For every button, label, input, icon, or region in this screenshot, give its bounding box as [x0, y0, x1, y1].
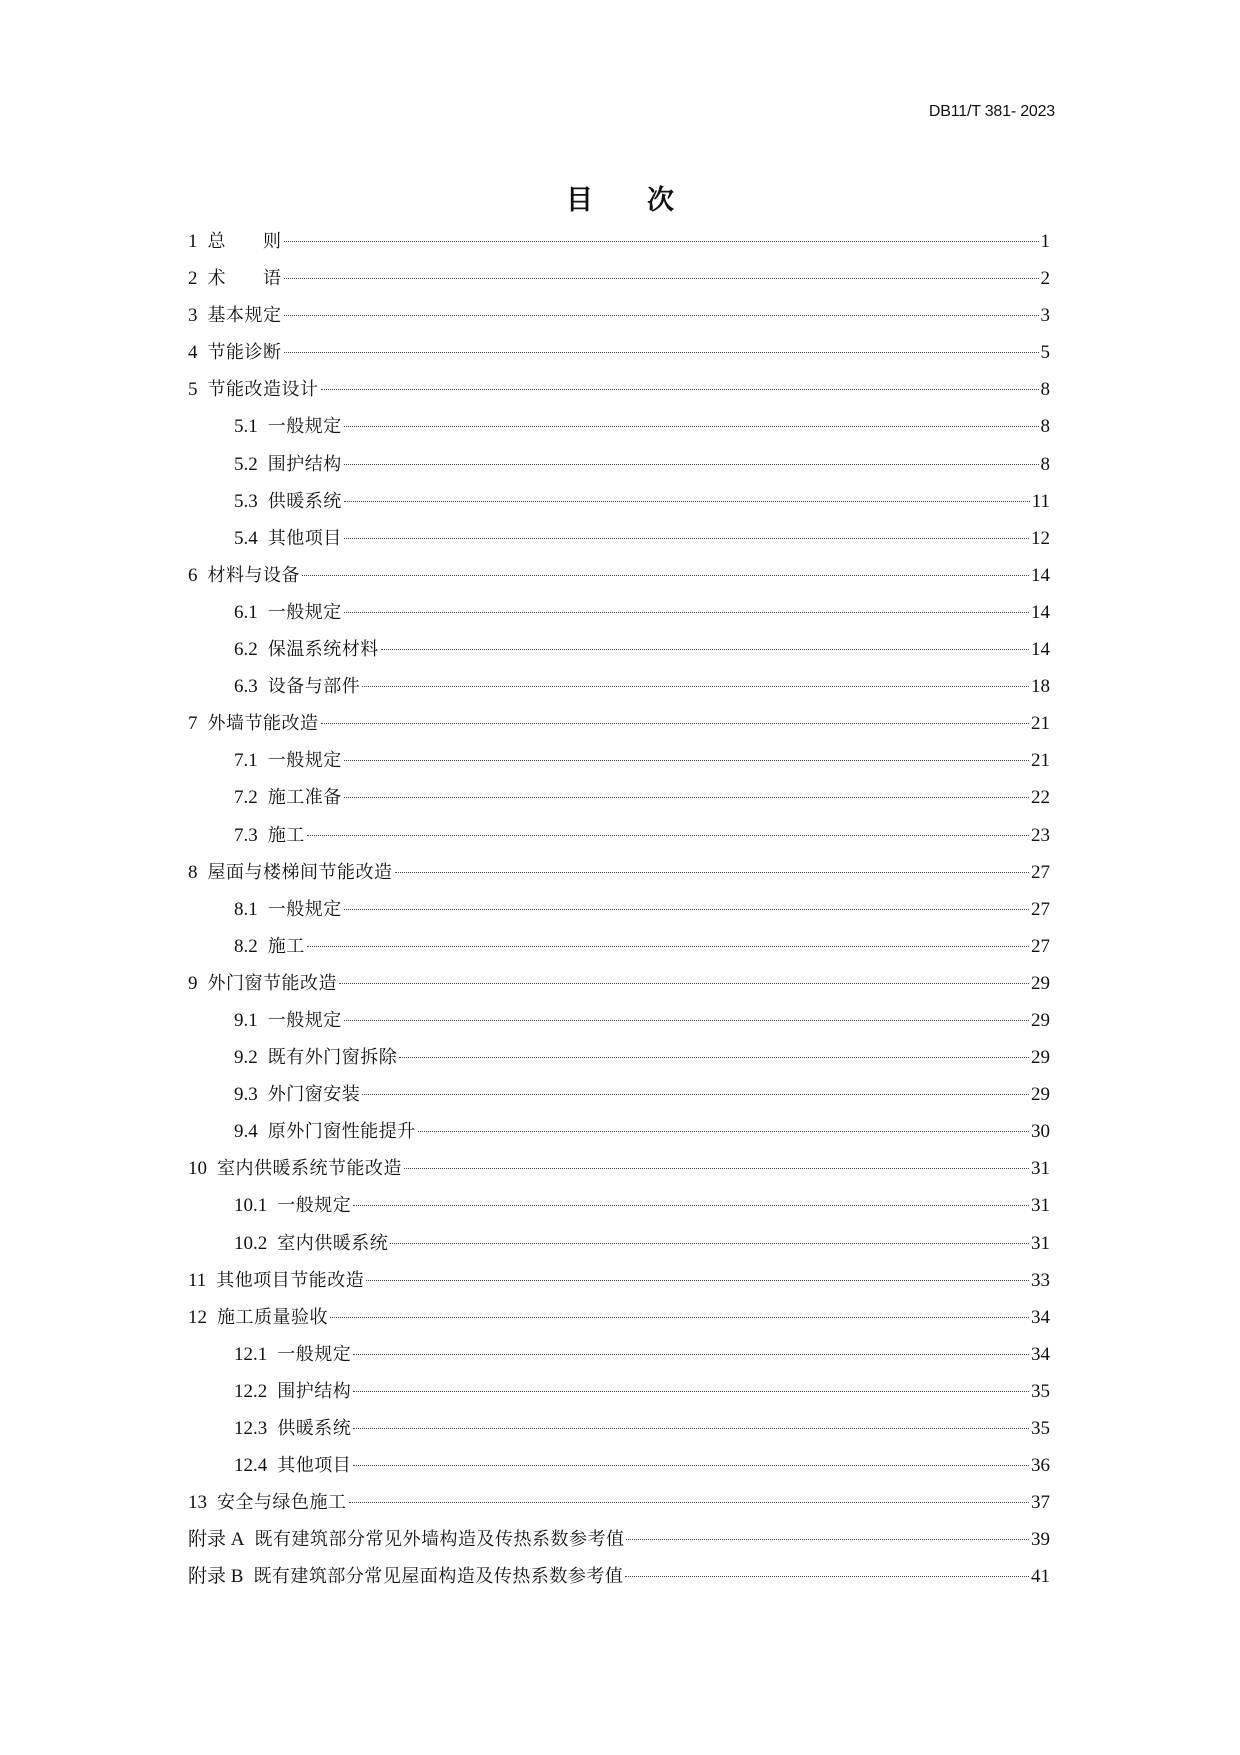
toc-entry-label: 节能诊断 — [207, 342, 282, 364]
toc-entry-label: 节能改造设计 — [207, 379, 319, 401]
toc-dot-leader — [307, 946, 1029, 947]
toc-entry-number: 8.2 — [234, 935, 258, 957]
toc-entry[interactable] — [188, 1007, 1050, 1044]
toc-entry-label: 其他项目 — [267, 527, 342, 549]
toc-entry-number: 10 — [188, 1158, 207, 1180]
toc-entry[interactable] — [188, 1563, 1050, 1600]
toc-entry-number: 7.3 — [234, 824, 258, 846]
toc-entry-page-number: 14 — [1031, 564, 1050, 586]
toc-entry-page-number: 21 — [1031, 713, 1050, 735]
toc-dot-leader — [344, 909, 1029, 910]
toc-entry[interactable] — [188, 747, 1050, 784]
toc-entry-number: 12.1 — [234, 1343, 268, 1365]
toc-dot-leader — [302, 575, 1029, 576]
toc-entry-number: 11 — [188, 1269, 207, 1291]
toc-entry-label: 室内供暖系统节能改造 — [217, 1158, 402, 1180]
toc-dot-leader — [399, 1057, 1029, 1058]
toc-entry-label: 设备与部件 — [267, 676, 361, 698]
toc-entry[interactable] — [188, 1081, 1050, 1118]
toc-entry-number: 8 — [188, 861, 198, 883]
toc-entry-number: 10.2 — [234, 1232, 268, 1254]
toc-entry-page-number: 29 — [1031, 1047, 1050, 1069]
toc-entry-page-number: 35 — [1031, 1380, 1050, 1402]
toc-dot-leader — [349, 1502, 1030, 1503]
toc-entry-label: 材料与设备 — [207, 564, 300, 586]
toc-entry-number: 5.2 — [234, 453, 258, 475]
toc-entry-label: 施工质量验收 — [217, 1306, 328, 1328]
toc-entry[interactable] — [188, 710, 1050, 747]
toc-entry-number: 5.3 — [234, 490, 258, 512]
toc-entry-page-number: 23 — [1031, 824, 1050, 846]
toc-entry[interactable] — [188, 1489, 1050, 1526]
toc-dot-leader — [381, 649, 1029, 650]
toc-entry-number: 9.1 — [234, 1009, 258, 1031]
toc-dot-leader — [390, 1243, 1029, 1244]
toc-entry-page-number: 35 — [1031, 1418, 1050, 1439]
toc-entry-page-number: 37 — [1031, 1492, 1050, 1514]
toc-entry-page-number: 30 — [1031, 1121, 1050, 1143]
toc-entry-label: 室内供暖系统 — [277, 1232, 389, 1254]
toc-entry[interactable] — [188, 859, 1050, 896]
toc-entry[interactable] — [188, 376, 1050, 413]
toc-entry[interactable] — [188, 1044, 1050, 1081]
toc-entry-page-number: 18 — [1031, 676, 1050, 698]
toc-entry[interactable] — [188, 970, 1050, 1007]
toc-entry[interactable] — [188, 265, 1050, 302]
toc-entry[interactable] — [188, 488, 1050, 525]
toc-entry-number: 附录 B — [188, 1566, 244, 1588]
toc-dot-leader — [344, 797, 1029, 798]
toc-entry-label: 一般规定 — [277, 1343, 352, 1365]
toc-dot-leader — [353, 1465, 1029, 1466]
toc-dot-leader — [353, 1354, 1029, 1355]
toc-entry-label: 围护结构 — [267, 453, 342, 475]
toc-entry-label: 外墙节能改造 — [207, 713, 319, 735]
toc-entry-label: 其他项目节能改造 — [216, 1269, 365, 1291]
toc-entry[interactable] — [188, 933, 1050, 970]
toc-entry-label: 安全与绿色施工 — [217, 1492, 347, 1514]
toc-entry-label: 供暖系统 — [277, 1418, 352, 1439]
toc-entry-label: 原外门窗性能提升 — [267, 1121, 416, 1143]
toc-entry-page-number: 33 — [1031, 1269, 1050, 1291]
toc-entry-page-number: 31 — [1031, 1158, 1050, 1180]
toc-entry-label: 一般规定 — [277, 1195, 352, 1217]
toc-entry[interactable] — [188, 562, 1050, 599]
toc-entry-number: 12.3 — [234, 1418, 268, 1439]
toc-entry-label: 其他项目 — [277, 1455, 352, 1477]
toc-entry[interactable] — [188, 636, 1050, 673]
toc-entry[interactable] — [188, 673, 1050, 710]
toc-entry-page-number: 14 — [1031, 601, 1050, 623]
toc-dot-leader — [344, 538, 1029, 539]
toc-entry-page-number: 34 — [1031, 1306, 1050, 1328]
toc-entry[interactable] — [188, 525, 1050, 562]
toc-dot-leader — [321, 723, 1030, 724]
toc-dot-leader — [344, 501, 1030, 502]
toc-entry-label: 屋面与楼梯间节能改造 — [207, 861, 393, 883]
toc-entry[interactable] — [188, 228, 1050, 265]
toc-entry[interactable] — [188, 413, 1050, 450]
toc-entry[interactable] — [188, 822, 1050, 859]
toc-entry-page-number: 3 — [1040, 305, 1050, 327]
toc-entry-number: 6.2 — [234, 639, 258, 661]
toc-dot-leader — [321, 389, 1039, 390]
toc-entry-number: 1 — [188, 231, 198, 252]
toc-entry-number: 8.1 — [234, 898, 258, 920]
toc-entry[interactable] — [188, 1304, 1050, 1341]
toc-entry-number: 5.1 — [234, 416, 258, 438]
toc-dot-leader — [366, 1280, 1029, 1281]
toc-entry-label: 一般规定 — [267, 1009, 342, 1031]
toc-entry-number: 7.1 — [234, 750, 258, 772]
toc-entry-label: 施工 — [267, 824, 305, 846]
toc-entry[interactable] — [188, 302, 1050, 339]
toc-dot-leader — [344, 1020, 1029, 1021]
toc-entry-page-number: 22 — [1031, 787, 1050, 809]
toc-entry-page-number: 36 — [1031, 1455, 1050, 1477]
toc-entry-number: 9 — [188, 972, 198, 994]
toc-dot-leader — [362, 1094, 1029, 1095]
toc-entry-page-number: 12 — [1031, 527, 1050, 549]
toc-entry[interactable] — [188, 1118, 1050, 1155]
toc-entry-label: 既有建筑部分常见屋面构造及传热系数参考值 — [253, 1566, 624, 1588]
toc-entry-label: 总 则 — [207, 231, 282, 252]
toc-entry-page-number: 31 — [1031, 1195, 1050, 1217]
toc-entry-label: 外门窗安装 — [267, 1084, 361, 1106]
toc-entry-number: 7.2 — [234, 787, 258, 809]
toc-entry-page-number: 8 — [1040, 453, 1050, 475]
toc-entry-number: 9.2 — [234, 1047, 258, 1069]
toc-entry-page-number: 34 — [1031, 1343, 1050, 1365]
toc-dot-leader — [344, 612, 1029, 613]
toc-entry-label: 既有建筑部分常见外墙构造及传热系数参考值 — [254, 1529, 625, 1551]
toc-entry-number: 9.3 — [234, 1084, 258, 1106]
document-code: DB11/T 381- 2023 — [928, 103, 1055, 120]
toc-entry-page-number: 39 — [1031, 1529, 1050, 1551]
toc-entry-page-number: 5 — [1040, 342, 1050, 364]
toc-entry-page-number: 29 — [1031, 1009, 1050, 1031]
toc-entry-label: 基本规定 — [207, 305, 282, 327]
toc-dot-leader — [353, 1205, 1029, 1206]
toc-entry-label: 外门窗节能改造 — [207, 972, 337, 994]
toc-entry-number: 6.1 — [234, 601, 258, 623]
toc-dot-leader — [626, 1539, 1029, 1540]
toc-entry-page-number: 2 — [1040, 268, 1050, 290]
page-title: 目 次 — [566, 185, 674, 216]
toc-entry-page-number: 27 — [1031, 935, 1050, 957]
toc-entry-number: 6 — [188, 564, 198, 586]
toc-entry-page-number: 31 — [1031, 1232, 1050, 1254]
toc-entry-page-number: 21 — [1031, 750, 1050, 772]
toc-dot-leader — [353, 1428, 1029, 1429]
toc-dot-leader — [284, 352, 1039, 353]
toc-entry-page-number: 1 — [1040, 231, 1050, 252]
toc-entry-label: 术 语 — [207, 268, 282, 290]
toc-dot-leader — [284, 315, 1039, 316]
toc-entry-label: 一般规定 — [267, 750, 342, 772]
toc-entry-label: 一般规定 — [267, 601, 342, 623]
toc-entry-page-number: 27 — [1031, 861, 1050, 883]
toc-entry[interactable] — [188, 1415, 1050, 1452]
toc-entry-page-number: 11 — [1031, 490, 1050, 512]
toc-entry-number: 3 — [188, 305, 198, 327]
toc-entry[interactable] — [188, 896, 1050, 933]
toc-entry-page-number: 27 — [1031, 898, 1050, 920]
toc-entry-number: 5.4 — [234, 527, 258, 549]
toc-entry[interactable] — [188, 1230, 1050, 1267]
toc-dot-leader — [284, 278, 1039, 279]
toc-entry[interactable] — [188, 784, 1050, 821]
toc-dot-leader — [339, 983, 1029, 984]
toc-dot-leader — [418, 1131, 1029, 1132]
toc-entry-number: 2 — [188, 268, 198, 290]
toc-entry[interactable] — [188, 1192, 1050, 1229]
toc-entry[interactable] — [188, 1155, 1050, 1192]
toc-entry-page-number: 8 — [1040, 416, 1050, 438]
toc-entry-label: 围护结构 — [277, 1380, 352, 1402]
toc-entry[interactable] — [188, 1452, 1050, 1489]
toc-entry-label: 保温系统材料 — [267, 639, 379, 661]
toc-entry-number: 10.1 — [234, 1195, 268, 1217]
toc-entry-number: 附录 A — [188, 1529, 245, 1551]
toc-entry-number: 4 — [188, 342, 198, 364]
toc-entry-number: 13 — [188, 1492, 207, 1514]
toc-entry-number: 12.2 — [234, 1380, 268, 1402]
toc-entry[interactable] — [188, 1526, 1050, 1563]
toc-dot-leader — [625, 1576, 1029, 1577]
toc-entry[interactable] — [188, 1341, 1050, 1378]
toc-entry-label: 施工 — [267, 935, 305, 957]
toc-entry-page-number: 41 — [1031, 1566, 1050, 1588]
toc-entry-label: 一般规定 — [267, 416, 342, 438]
toc-entry-number: 12 — [188, 1306, 207, 1328]
toc-dot-leader — [344, 760, 1029, 761]
toc-entry-label: 施工准备 — [267, 787, 342, 809]
toc-entry-number: 9.4 — [234, 1121, 258, 1143]
toc-dot-leader — [353, 1391, 1029, 1392]
toc-entry-page-number: 29 — [1031, 1084, 1050, 1106]
toc-entry-page-number: 29 — [1031, 972, 1050, 994]
toc-entry-label: 既有外门窗拆除 — [267, 1047, 398, 1069]
toc-dot-leader — [330, 1317, 1029, 1318]
toc-entry-number: 12.4 — [234, 1455, 268, 1477]
toc-entry[interactable] — [188, 599, 1050, 636]
toc-entry-number: 7 — [188, 713, 198, 735]
toc-entry-page-number: 8 — [1040, 379, 1050, 401]
toc-entry[interactable] — [188, 451, 1050, 488]
toc-entry-number: 6.3 — [234, 676, 258, 698]
toc-entry[interactable] — [188, 1267, 1050, 1304]
toc-entry[interactable] — [188, 339, 1050, 376]
toc-dot-leader — [395, 872, 1030, 873]
toc-dot-leader — [404, 1168, 1029, 1169]
toc-dot-leader — [344, 464, 1039, 465]
toc-entry-page-number: 14 — [1031, 639, 1050, 661]
toc-dot-leader — [344, 426, 1039, 427]
toc-entry-label: 供暖系统 — [267, 490, 342, 512]
toc-dot-leader — [362, 686, 1029, 687]
toc-dot-leader — [307, 835, 1029, 836]
toc-entry-label: 一般规定 — [267, 898, 342, 920]
toc-entry-number: 5 — [188, 379, 198, 401]
toc-entry[interactable] — [188, 1378, 1050, 1415]
table-of-contents — [188, 228, 1050, 1600]
toc-dot-leader — [284, 241, 1039, 242]
